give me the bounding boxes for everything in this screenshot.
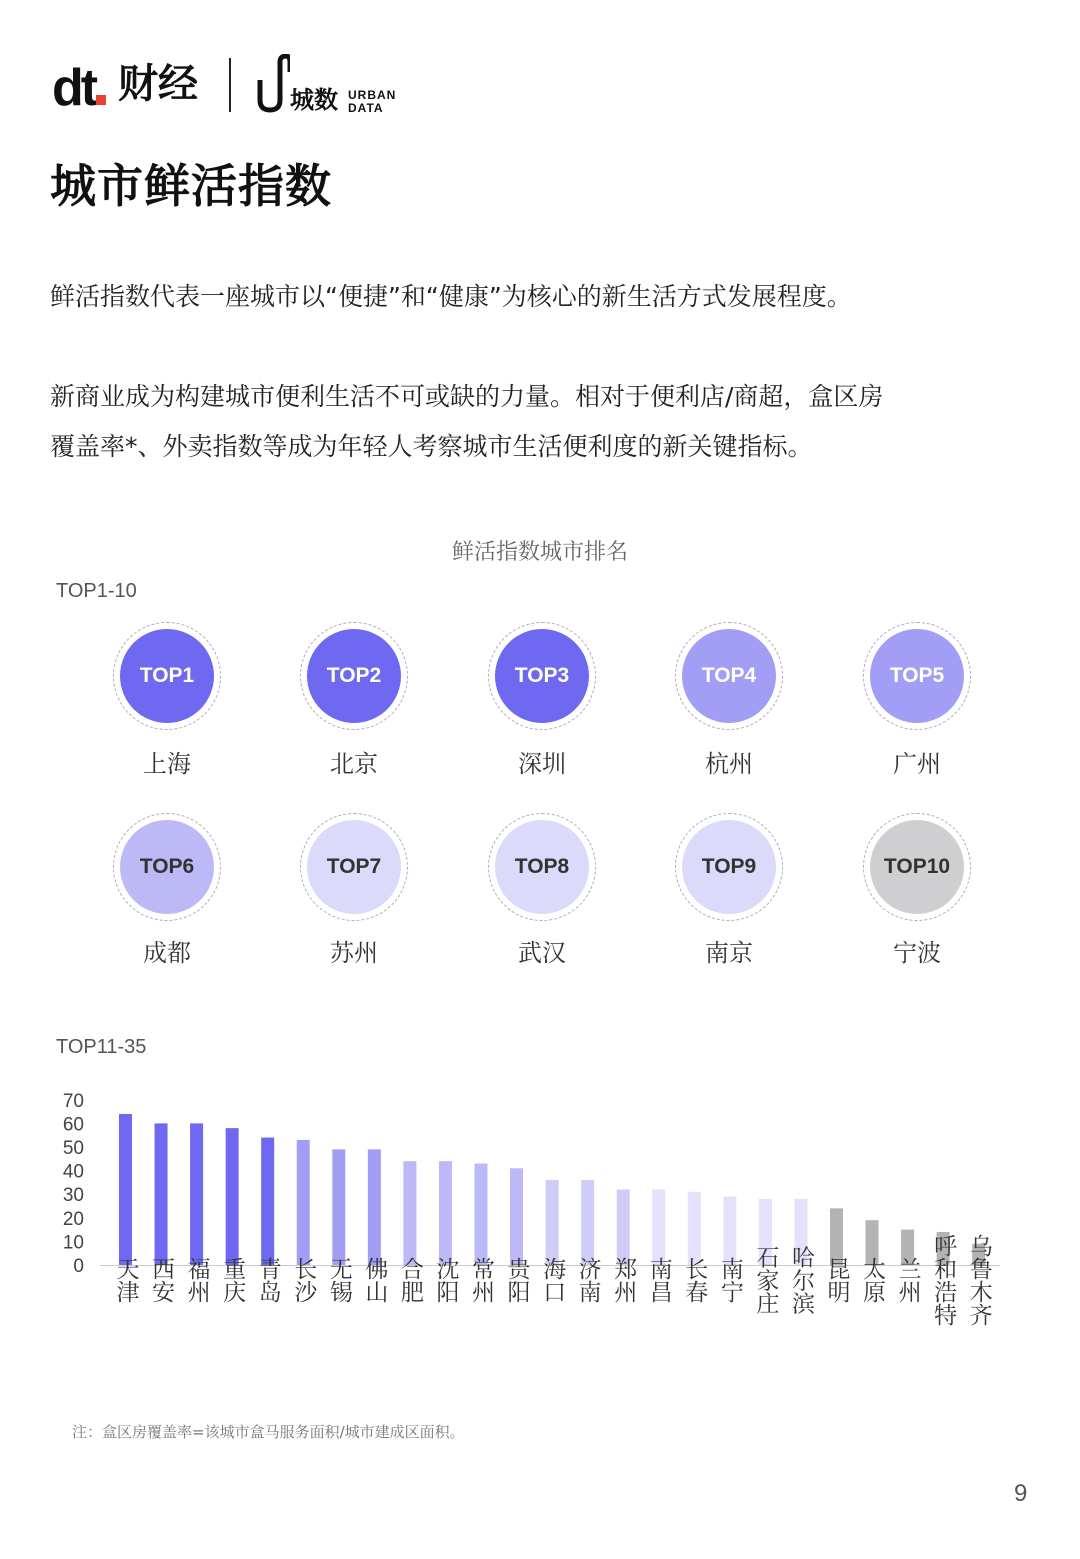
dt-logo <box>52 59 106 117</box>
dt-logo-text: dt <box>52 59 96 117</box>
rank-city-name: 杭州 <box>705 750 753 778</box>
rank-badge: TOP7 <box>307 820 401 914</box>
rank-city-name: 广州 <box>893 750 941 778</box>
x-tick-label: 合肥 <box>396 1257 423 1303</box>
bar <box>119 1114 132 1265</box>
x-tick-label: 重庆 <box>219 1257 246 1303</box>
bar <box>581 1180 594 1265</box>
bar <box>332 1149 345 1265</box>
rank-city-name: 南京 <box>705 939 753 967</box>
x-tick-label: 南宁 <box>716 1257 743 1303</box>
x-tick-label: 昆明 <box>823 1257 850 1303</box>
rank-city-name: 上海 <box>143 750 191 778</box>
bar <box>475 1164 488 1265</box>
x-tick-label: 贵阳 <box>503 1257 530 1303</box>
top10-section-label: TOP1-10 <box>56 580 137 602</box>
x-tick-label: 福州 <box>183 1257 210 1303</box>
x-tick-label: 常州 <box>468 1257 494 1303</box>
y-tick-label: 70 <box>62 1090 84 1112</box>
bar <box>297 1140 310 1265</box>
y-tick-label: 30 <box>62 1185 84 1207</box>
rank-badge: TOP6 <box>120 820 214 914</box>
rank-badge: TOP1 <box>120 629 214 723</box>
rank-badge: TOP3 <box>495 629 589 723</box>
urban-logo-text: URBAN <box>348 88 397 102</box>
bar <box>155 1123 168 1265</box>
body-paragraph-line-2: 覆盖率*、外卖指数等成为年轻人考察城市生活便利度的新关键指标。 <box>50 432 813 461</box>
y-tick-label: 20 <box>62 1208 84 1230</box>
rank-badge: TOP10 <box>870 820 964 914</box>
chengshu-logo-text: 城数 <box>290 86 338 114</box>
chart-title: 鲜活指数城市排名 <box>451 540 628 565</box>
x-tick-label: 西安 <box>148 1257 175 1303</box>
x-tick-label: 石家庄 <box>752 1245 779 1315</box>
intro-paragraph: 鲜活指数代表一座城市以“便捷”和“健康”为核心的新生活方式发展程度。 <box>50 282 852 311</box>
x-tick-label: 长沙 <box>290 1257 317 1303</box>
bar <box>403 1161 416 1265</box>
rank-city-name: 武汉 <box>518 939 566 967</box>
bar <box>652 1189 665 1265</box>
x-tick-label: 太原 <box>859 1257 886 1303</box>
page-number: 9 <box>1014 1480 1028 1507</box>
x-tick-label: 兰州 <box>894 1257 921 1303</box>
bar <box>368 1149 381 1265</box>
bar <box>617 1189 630 1265</box>
top11-35-bar-chart <box>0 1080 1080 1400</box>
rank-city-name: 深圳 <box>518 750 566 778</box>
rank-badge: TOP5 <box>870 629 964 723</box>
page-title: 城市鲜活指数 <box>50 159 332 213</box>
bar <box>226 1128 239 1265</box>
bar <box>546 1180 559 1265</box>
x-tick-label: 海口 <box>539 1257 566 1303</box>
x-tick-label: 青岛 <box>254 1257 281 1303</box>
x-tick-label: 沈阳 <box>432 1257 459 1303</box>
body-paragraph-line-1: 新商业成为构建城市便利生活不可或缺的力量。相对于便利店/商超，盒区房 <box>50 382 884 411</box>
x-tick-label: 呼和浩特 <box>930 1234 957 1326</box>
bar <box>439 1161 452 1265</box>
x-tick-label: 佛山 <box>361 1257 388 1303</box>
x-tick-label: 乌鲁木齐 <box>965 1234 992 1326</box>
urban-data-logo-icon <box>256 54 290 114</box>
rank-badge: TOP2 <box>307 629 401 723</box>
top11-35-section-label: TOP11-35 <box>56 1036 147 1058</box>
dt-logo-dot <box>96 95 106 105</box>
rank-city-name: 宁波 <box>893 939 941 967</box>
rank-city-name: 苏州 <box>330 939 378 967</box>
bar <box>688 1192 701 1265</box>
bar <box>510 1168 523 1265</box>
rank-badge: TOP4 <box>682 629 776 723</box>
y-tick-label: 50 <box>62 1138 84 1159</box>
rank-city-name: 成都 <box>143 939 191 967</box>
x-tick-label: 济南 <box>574 1257 601 1303</box>
x-tick-label: 天津 <box>112 1257 139 1303</box>
rank-badge: TOP9 <box>682 820 776 914</box>
footnote: 注：盒区房覆盖率=该城市盒马服务面积/城市建成区面积。 <box>72 1423 465 1441</box>
x-tick-label: 哈尔滨 <box>787 1245 814 1315</box>
x-tick-label: 郑州 <box>610 1257 637 1303</box>
x-tick-label: 南昌 <box>645 1257 672 1303</box>
x-tick-label: 无锡 <box>325 1257 352 1303</box>
logo-divider <box>229 58 231 112</box>
y-tick-label: 10 <box>62 1232 84 1254</box>
rank-city-name: 北京 <box>330 750 378 778</box>
y-tick-label: 0 <box>73 1256 84 1277</box>
y-tick-label: 60 <box>62 1114 84 1136</box>
caijing-logo-text: 财经 <box>118 61 198 107</box>
bar <box>190 1123 203 1265</box>
bar <box>723 1197 736 1265</box>
bar <box>261 1138 274 1265</box>
x-tick-label: 长春 <box>681 1257 708 1303</box>
rank-badge: TOP8 <box>495 820 589 914</box>
data-logo-text: DATA <box>348 101 384 115</box>
y-tick-label: 40 <box>62 1161 84 1183</box>
